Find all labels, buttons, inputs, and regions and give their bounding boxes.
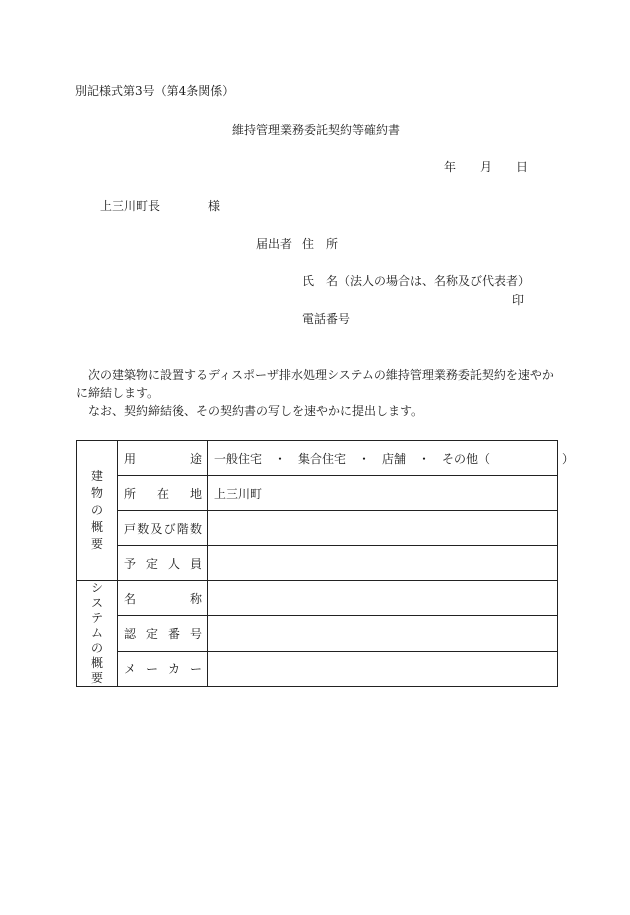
row-value-cert-number[interactable] — [208, 616, 558, 651]
row-label-cert-number — [118, 616, 208, 651]
row-label-char: 号 — [189, 626, 202, 641]
row-label-usage — [118, 441, 208, 476]
row-label-char: 及 — [150, 521, 163, 536]
applicant-address-label: 住 所 — [302, 237, 339, 251]
table-row — [77, 651, 558, 686]
overview-table — [76, 440, 575, 687]
row-value-units-floors[interactable] — [208, 511, 558, 546]
applicant-label: 届出者 — [256, 237, 293, 251]
row-value-maker[interactable] — [208, 651, 558, 686]
table-row — [77, 441, 558, 476]
row-label-char: 数 — [137, 521, 150, 536]
seal-mark: 印 — [512, 293, 525, 307]
table-row — [77, 476, 558, 511]
row-label-char: 名 — [124, 591, 137, 606]
form-number: 別記様式第3号（第4条関係） — [75, 84, 235, 98]
applicant-name-label: 氏 名（法人の場合は、名称及び代表者） — [302, 274, 531, 288]
table-row — [77, 546, 558, 581]
row-label-char: 戸 — [124, 521, 137, 536]
row-label-units-floors — [118, 511, 208, 546]
row-value-location[interactable]: 上三川町 — [208, 476, 558, 511]
row-label-char: び — [163, 521, 176, 536]
table-row — [77, 511, 558, 546]
row-label-char: 人 — [167, 556, 180, 571]
body-line-2: に締結します。 — [76, 386, 160, 400]
row-value-occupants[interactable] — [208, 546, 558, 581]
table-row — [77, 616, 558, 651]
row-label-maker — [118, 651, 208, 686]
row-label-char: 数 — [189, 521, 202, 536]
body-line-3: なお、契約締結後、その契約書の写しを速やかに提出します。 — [76, 404, 424, 418]
row-label-char: 定 — [145, 626, 158, 641]
addressee-honorific: 様 — [208, 199, 221, 213]
row-label-char: 在 — [156, 486, 169, 501]
row-label-char: 途 — [189, 451, 202, 466]
row-label-char: 予 — [124, 556, 137, 571]
row-value-usage[interactable]: 一般住宅 ・ 集合住宅 ・ 店舗 ・ その他（ ） — [208, 441, 558, 476]
row-label-char: 称 — [189, 591, 202, 606]
document-title: 維持管理業務委託契約等確約書 — [232, 123, 401, 137]
row-label-char: 番 — [167, 626, 180, 641]
row-label-char: 認 — [124, 626, 137, 641]
date-year-label: 年 — [444, 160, 457, 174]
building-group-label: 建物の概要 — [77, 441, 118, 581]
row-label-name — [118, 581, 208, 616]
row-label-char: 定 — [145, 556, 158, 571]
date-month-label: 月 — [480, 160, 493, 174]
row-label-char: カ — [167, 662, 180, 677]
row-label-char: 所 — [124, 486, 137, 501]
table-row — [77, 581, 558, 616]
row-value-name[interactable] — [208, 581, 558, 616]
row-label-char: 用 — [124, 451, 137, 466]
row-label-location — [118, 476, 208, 511]
row-label-char: ー — [145, 662, 158, 677]
date-day-label: 日 — [516, 160, 529, 174]
row-label-char: メ — [124, 662, 137, 677]
addressee-name: 上三川町長 — [100, 199, 161, 213]
row-label-char: 員 — [189, 556, 202, 571]
row-label-char: 階 — [176, 521, 189, 536]
body-line-1: 次の建築物に設置するディスポーザ排水処理システムの維持管理業務委託契約を速やか — [76, 368, 554, 382]
row-label-occupants — [118, 546, 208, 581]
row-label-char: ー — [189, 662, 202, 677]
system-group-label: システムの概要 — [77, 581, 118, 687]
row-label-char: 地 — [189, 486, 202, 501]
applicant-phone-label: 電話番号 — [302, 312, 351, 326]
